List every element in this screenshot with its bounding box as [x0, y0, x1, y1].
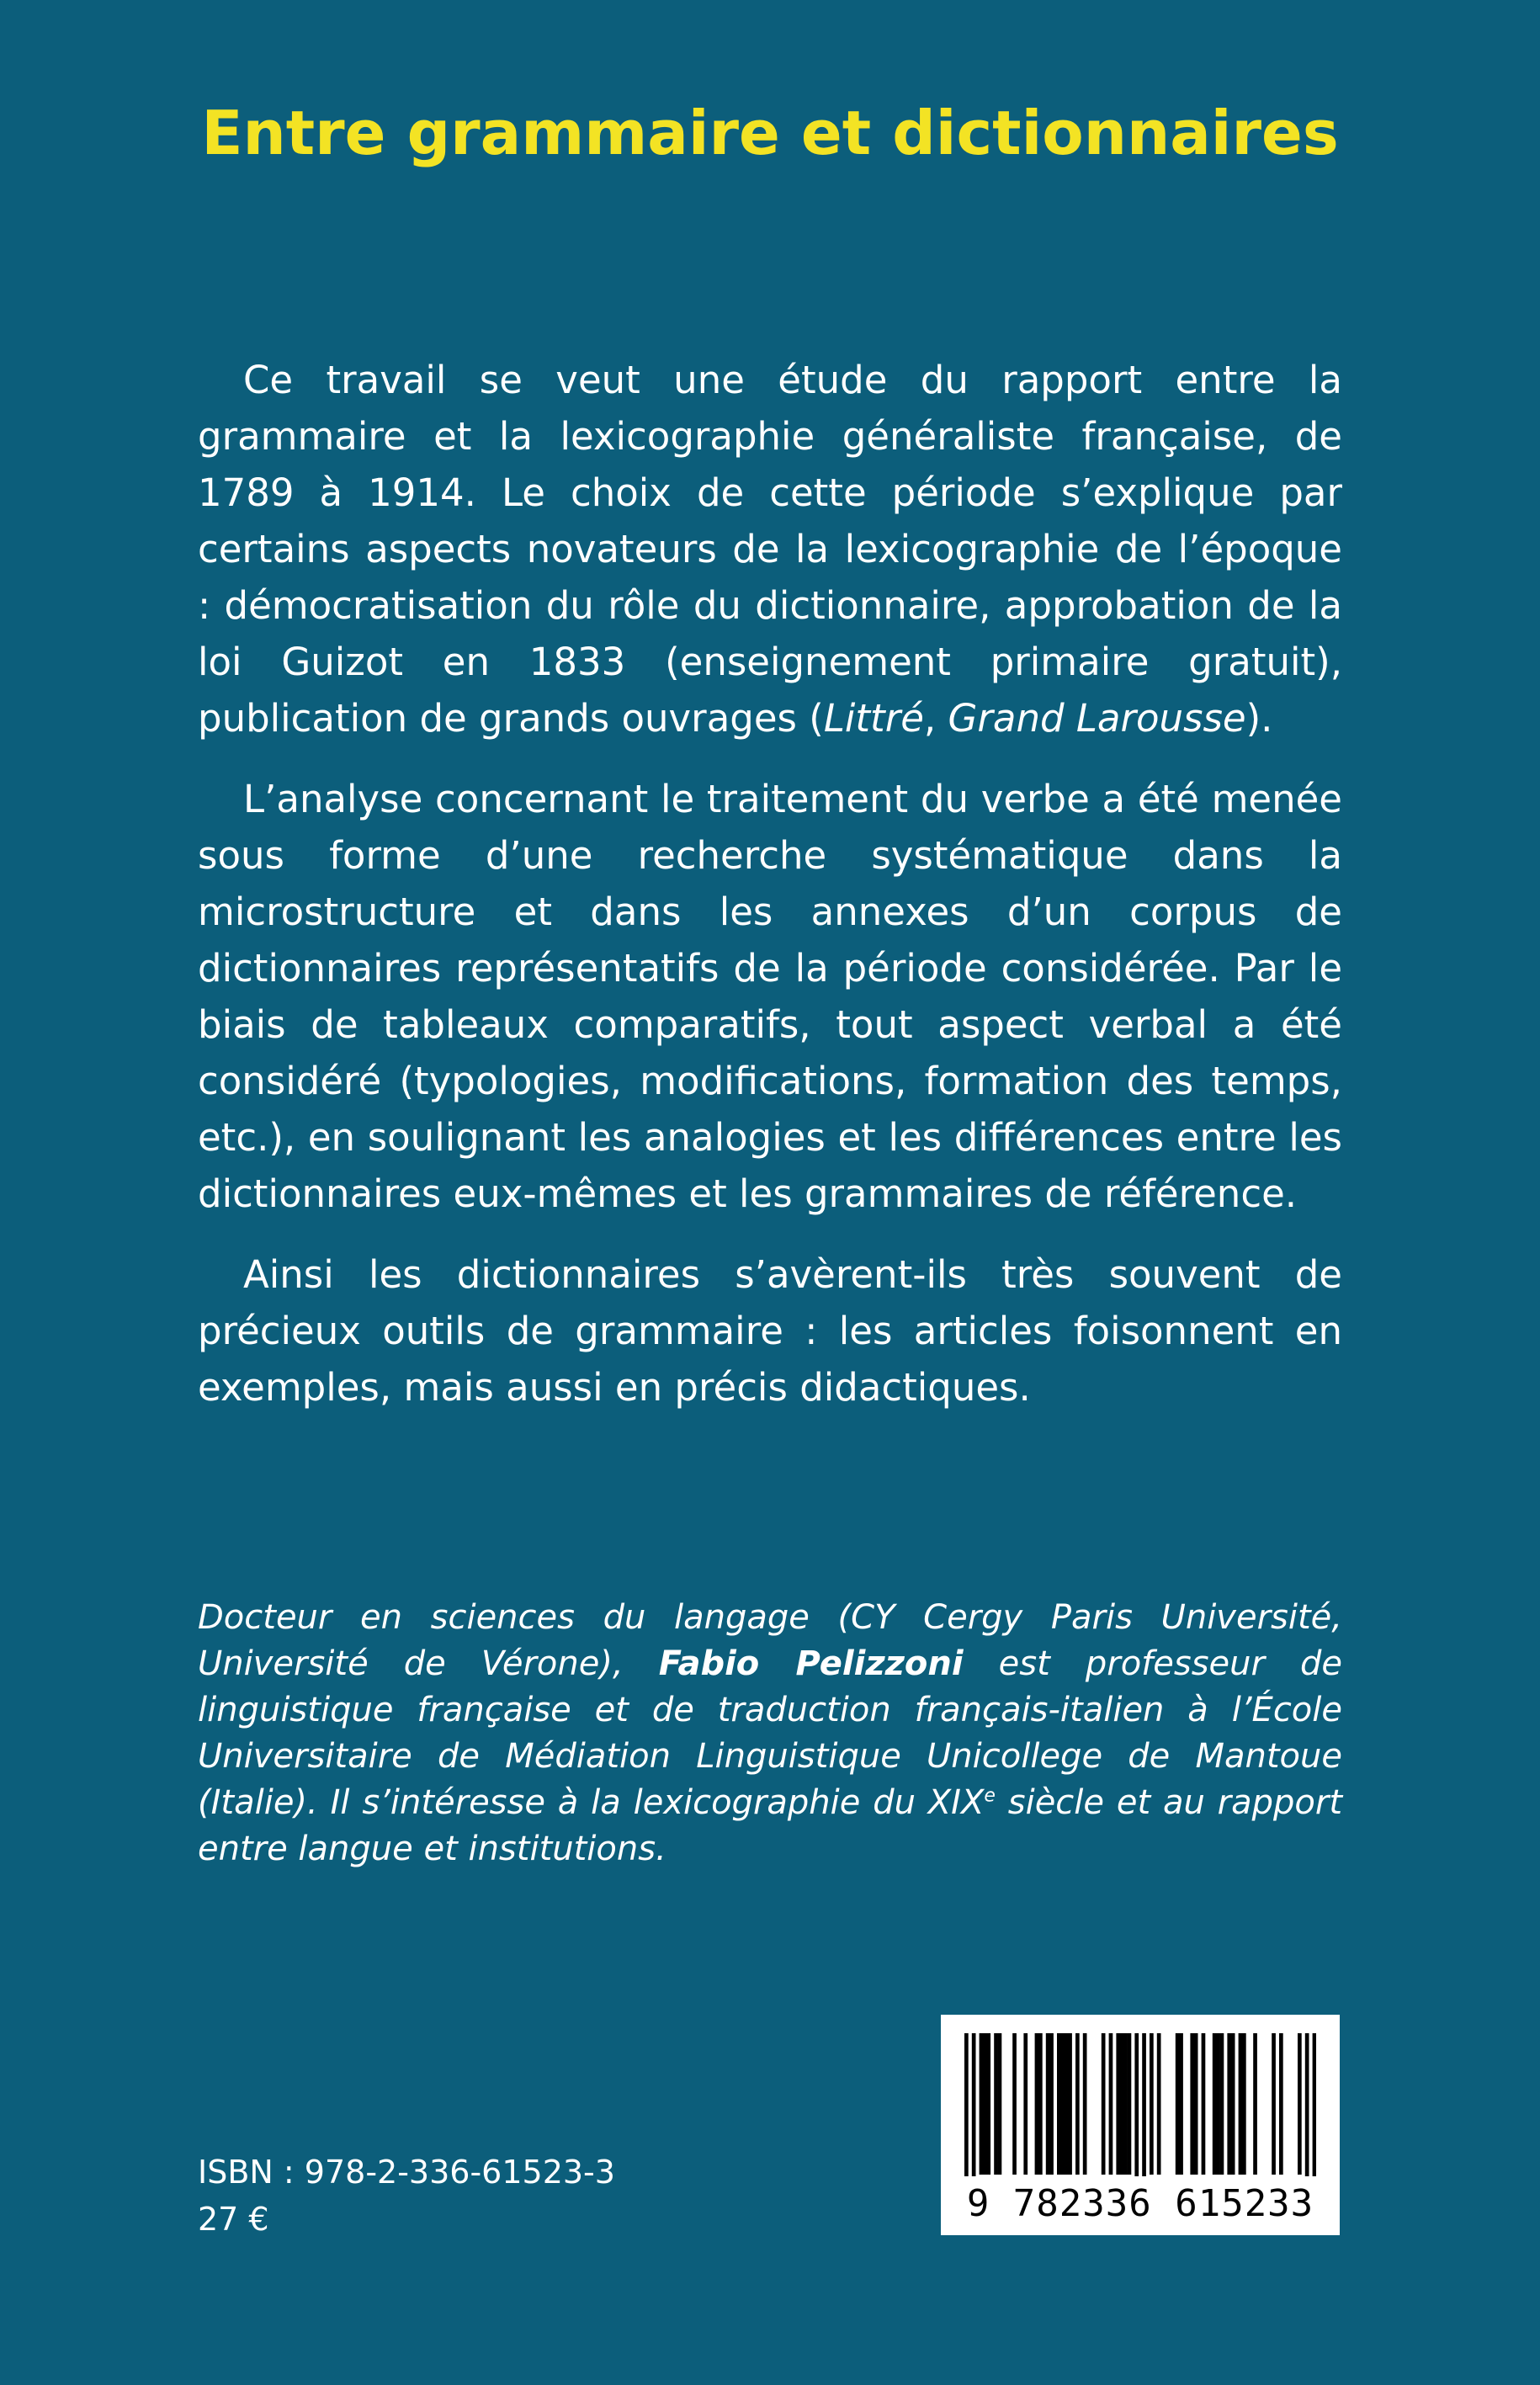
barcode-bar — [972, 2033, 976, 2176]
barcode-bar — [1202, 2033, 1206, 2175]
barcode-bar — [1176, 2033, 1180, 2175]
blurb-p1-end: ). — [1245, 696, 1273, 741]
barcode-bar — [1038, 2033, 1043, 2175]
barcode-bar — [1216, 2033, 1220, 2175]
barcode-bar — [1298, 2033, 1302, 2175]
barcode-bar — [964, 2033, 969, 2176]
bio-text: est professeur de linguistique française et de traduction français-italien à l’École Universitaire de Médiation Linguistique Unicollege de Mantoue (Italie). Il s’intéresse à la lexicographie du XIX — [198, 1644, 1343, 1822]
barcode-bar — [1272, 2033, 1276, 2175]
author-bio — [198, 1595, 1342, 1872]
barcode-bar — [1049, 2033, 1054, 2175]
barcode-bar — [1057, 2033, 1061, 2175]
blurb-paragraph-2: L’analyse concernant le traitement du verbe a été menée sous forme d’une recherche systématique dans la microstructure et dans les annexes d’un corpus de dictionnaires représentatifs de la période considérée. Par le biais de tableaux comparatifs, tout aspect verbal a été considéré (typologies, modifications, formation des temps, etc.), en soulignant les analogies et les différences entre les dictionnaires eux-mêmes et les grammaires de référence. — [198, 777, 1342, 1216]
barcode-bar — [1012, 2033, 1017, 2175]
barcode-bar — [998, 2033, 1002, 2175]
barcode-bar — [1128, 2033, 1132, 2175]
blurb-p1-text: Ce travail se veut une étude du rapport entre la grammaire et la lexicographie généraliste française, de 1789 à 1914. Le choix de cette période s’explique par certains aspects novateurs de la lexicographie de l’époque : démocratisation du rôle du dictionnaire, approbation de la loi Guizot en 1833 (enseignement primaire gratuit), publication de grands ouvrages ( — [198, 358, 1342, 741]
barcode-bar — [1102, 2033, 1106, 2175]
barcode-bar — [980, 2033, 984, 2175]
barcode — [941, 2015, 1340, 2235]
barcode-bar — [1142, 2033, 1146, 2176]
work-title-grand-larousse: Grand Larousse — [948, 696, 1246, 741]
barcode-bar — [1150, 2033, 1154, 2175]
barcode-bar — [1253, 2033, 1257, 2175]
barcode-bar — [1157, 2033, 1161, 2175]
price-text: 27 € — [198, 2201, 269, 2238]
barcode-bar — [1179, 2033, 1183, 2175]
isbn-text: ISBN : 978-2-336-61523-3 — [198, 2154, 615, 2191]
barcode-bar — [1075, 2033, 1080, 2175]
cover-title: Entre grammaire et dictionnaires — [201, 98, 1339, 168]
barcode-bar — [1083, 2033, 1087, 2175]
barcode-bar — [1279, 2033, 1283, 2175]
barcode-bar — [1068, 2033, 1072, 2175]
barcode-bar — [1123, 2033, 1128, 2175]
barcode-bar — [1227, 2033, 1231, 2175]
barcode-bar — [1134, 2033, 1139, 2176]
barcode-bar — [1313, 2033, 1316, 2176]
blurb-paragraph-1 — [198, 352, 1342, 746]
bio-end: siècle et au rapport entre langue et institutions. — [198, 1783, 1342, 1868]
barcode-bar — [983, 2033, 987, 2175]
barcode-bar — [1239, 2033, 1243, 2175]
blurb-paragraph-3: Ainsi les dictionnaires s’avèrent-ils très souvent de précieux outils de grammaire : les articles foisonnent en exemples, mais aussi en précis didactiques. — [198, 1252, 1342, 1410]
barcode-bar — [1242, 2033, 1246, 2175]
blurb-p1-separator: , — [923, 696, 948, 741]
barcode-bar — [1060, 2033, 1065, 2175]
barcode-bar — [1190, 2033, 1194, 2175]
barcode-bar — [986, 2033, 990, 2175]
bio-superscript: e — [984, 1785, 996, 1807]
barcode-bar — [994, 2033, 998, 2175]
barcode-bar — [1231, 2033, 1235, 2175]
barcode-bar — [1116, 2033, 1120, 2175]
author-name: Fabio Pelizzoni — [658, 1644, 964, 1683]
barcode-bar — [1305, 2033, 1309, 2176]
barcode-bar — [1065, 2033, 1069, 2175]
bio-intro: Docteur en sciences du langage (CY Cergy Paris Université, Université de Vérone), — [198, 1598, 1342, 1683]
barcode-bar — [1213, 2033, 1217, 2175]
barcode-bar — [1023, 2033, 1028, 2175]
work-title-littre: Littré — [823, 696, 924, 741]
barcode-bar — [1220, 2033, 1224, 2175]
barcode-bar — [1046, 2033, 1050, 2175]
barcode-bar — [1035, 2033, 1039, 2175]
barcode-digits: 9 782336 615233 — [966, 2182, 1314, 2225]
blurb — [198, 352, 1342, 1440]
barcode-bar — [1109, 2033, 1113, 2175]
barcode-bar — [1194, 2033, 1198, 2175]
barcode-bar — [1120, 2033, 1124, 2175]
barcode-bars — [964, 2033, 1316, 2176]
